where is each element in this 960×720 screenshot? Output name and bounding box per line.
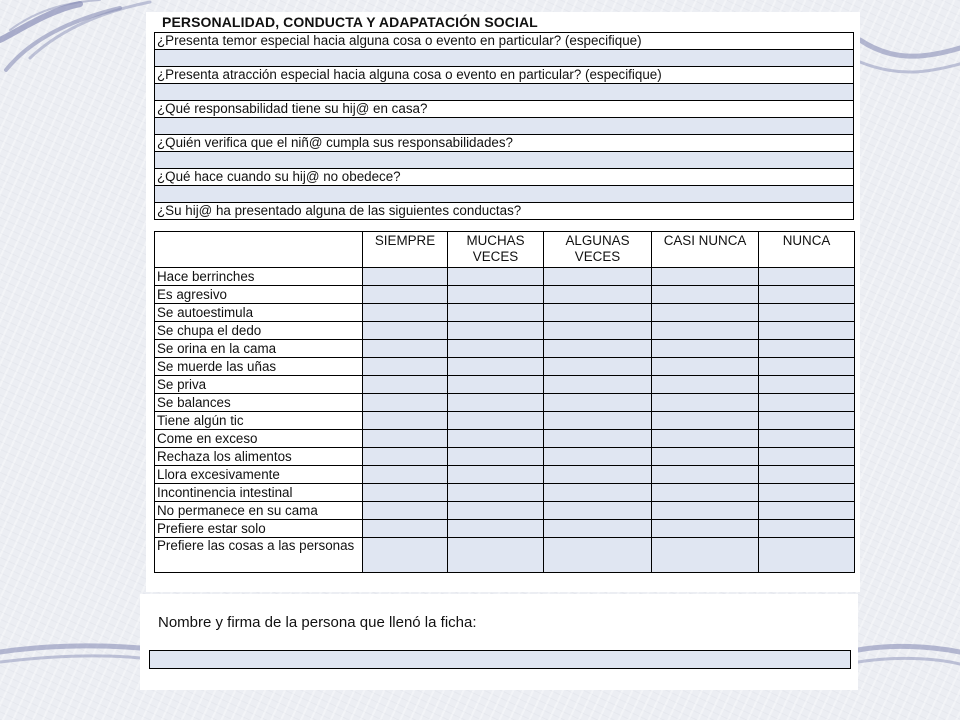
frequency-cell[interactable]	[759, 448, 855, 466]
behavior-row	[155, 304, 855, 322]
frequency-cell[interactable]	[544, 412, 652, 430]
frequency-cell[interactable]	[652, 322, 759, 340]
frequency-cell[interactable]	[759, 484, 855, 502]
frequency-cell[interactable]	[448, 412, 544, 430]
behavior-label: No permanece en su cama	[155, 502, 363, 520]
frequency-cell[interactable]	[652, 376, 759, 394]
column-header-siempre: SIEMPRE	[363, 232, 448, 268]
frequency-cell[interactable]	[363, 358, 448, 376]
behavior-label: Incontinencia intestinal	[155, 484, 363, 502]
frequency-cell[interactable]	[448, 466, 544, 484]
behavior-row	[155, 448, 855, 466]
behavior-row	[155, 358, 855, 376]
answer-field[interactable]	[155, 50, 854, 67]
question-row	[155, 33, 854, 50]
question-text: ¿Qué hace cuando su hij@ no obedece?	[155, 169, 854, 186]
frequency-cell[interactable]	[363, 322, 448, 340]
frequency-cell[interactable]	[363, 502, 448, 520]
frequency-cell[interactable]	[363, 304, 448, 322]
behavior-row	[155, 430, 855, 448]
frequency-cell[interactable]	[652, 484, 759, 502]
frequency-cell[interactable]	[544, 394, 652, 412]
frequency-cell[interactable]	[448, 520, 544, 538]
behavior-row	[155, 322, 855, 340]
frequency-cell[interactable]	[652, 502, 759, 520]
column-header-nunca: NUNCA	[759, 232, 855, 268]
frequency-cell[interactable]	[448, 358, 544, 376]
frequency-cell[interactable]	[544, 538, 652, 573]
frequency-cell[interactable]	[448, 304, 544, 322]
frequency-cell[interactable]	[544, 484, 652, 502]
frequency-cell[interactable]	[544, 268, 652, 286]
behavior-label: Rechaza los alimentos	[155, 448, 363, 466]
behavior-row	[155, 484, 855, 502]
form-sheet	[146, 12, 860, 592]
frequency-cell[interactable]	[363, 448, 448, 466]
question-row	[155, 67, 854, 84]
question-text: ¿Quién verifica que el niñ@ cumpla sus responsabilidades?	[155, 135, 854, 152]
frequency-cell[interactable]	[544, 376, 652, 394]
frequency-cell[interactable]	[363, 268, 448, 286]
behavior-label: Llora excesivamente	[155, 466, 363, 484]
column-header-algunas-veces: ALGUNAS VECES	[544, 232, 652, 268]
frequency-cell[interactable]	[363, 376, 448, 394]
frequency-cell[interactable]	[544, 340, 652, 358]
behavior-row	[155, 286, 855, 304]
question-text: ¿Qué responsabilidad tiene su hij@ en casa?	[155, 101, 854, 118]
frequency-cell[interactable]	[363, 484, 448, 502]
answer-row	[155, 84, 854, 101]
frequency-cell[interactable]	[652, 304, 759, 322]
frequency-cell[interactable]	[544, 304, 652, 322]
answer-row	[155, 152, 854, 169]
frequency-cell[interactable]	[759, 286, 855, 304]
behavior-header-blank	[155, 232, 363, 268]
frequency-cell[interactable]	[759, 520, 855, 538]
frequency-cell[interactable]	[544, 322, 652, 340]
signature-label: Nombre y firma de la persona que llenó la ficha:	[158, 614, 477, 631]
frequency-cell[interactable]	[448, 430, 544, 448]
frequency-cell[interactable]	[759, 538, 855, 573]
answer-row	[155, 186, 854, 203]
frequency-cell[interactable]	[759, 412, 855, 430]
question-text: ¿Presenta atracción especial hacia alguna cosa o evento en particular? (especifique)	[155, 67, 854, 84]
frequency-cell[interactable]	[544, 430, 652, 448]
frequency-cell[interactable]	[652, 394, 759, 412]
answer-field[interactable]	[155, 152, 854, 169]
frequency-cell[interactable]	[448, 394, 544, 412]
answer-field[interactable]	[155, 84, 854, 101]
frequency-cell[interactable]	[652, 358, 759, 376]
frequency-cell[interactable]	[652, 412, 759, 430]
behavior-label: Hace berrinches	[155, 268, 363, 286]
frequency-cell[interactable]	[448, 340, 544, 358]
question-row	[155, 101, 854, 118]
frequency-cell[interactable]	[652, 340, 759, 358]
behavior-label: Es agresivo	[155, 286, 363, 304]
behavior-label: Se muerde las uñas	[155, 358, 363, 376]
column-header-muchas-veces: MUCHAS VECES	[448, 232, 544, 268]
behavior-row	[155, 376, 855, 394]
frequency-cell[interactable]	[448, 484, 544, 502]
behavior-row	[155, 466, 855, 484]
behavior-row	[155, 412, 855, 430]
answer-row	[155, 118, 854, 135]
behavior-label: Se balances	[155, 394, 363, 412]
frequency-cell[interactable]	[363, 394, 448, 412]
behavior-row	[155, 520, 855, 538]
frequency-cell[interactable]	[448, 322, 544, 340]
signature-sheet	[140, 594, 858, 690]
behavior-row	[155, 394, 855, 412]
questions-table	[154, 32, 854, 220]
conducts-table	[154, 231, 855, 573]
frequency-cell[interactable]	[759, 322, 855, 340]
frequency-cell[interactable]	[759, 358, 855, 376]
frequency-cell[interactable]	[448, 448, 544, 466]
behavior-label: Tiene algún tic	[155, 412, 363, 430]
frequency-cell[interactable]	[363, 412, 448, 430]
frequency-cell[interactable]	[544, 520, 652, 538]
frequency-cell[interactable]	[652, 448, 759, 466]
behavior-row	[155, 268, 855, 286]
frequency-cell[interactable]	[448, 286, 544, 304]
question-row	[155, 169, 854, 186]
conducts-question-text: ¿Su hij@ ha presentado alguna de las siguientes conductas?	[155, 203, 854, 220]
behavior-row	[155, 538, 855, 573]
frequency-cell[interactable]	[448, 376, 544, 394]
frequency-cell[interactable]	[363, 430, 448, 448]
question-row	[155, 135, 854, 152]
frequency-cell[interactable]	[652, 286, 759, 304]
frequency-cell[interactable]	[363, 340, 448, 358]
behavior-label: Se chupa el dedo	[155, 322, 363, 340]
frequency-cell[interactable]	[759, 304, 855, 322]
frequency-cell[interactable]	[544, 448, 652, 466]
column-header-casi-nunca: CASI NUNCA	[652, 232, 759, 268]
frequency-cell[interactable]	[363, 520, 448, 538]
behavior-row	[155, 502, 855, 520]
frequency-cell[interactable]	[759, 376, 855, 394]
frequency-cell[interactable]	[759, 394, 855, 412]
conducts-question-row	[155, 203, 854, 220]
behavior-label: Se autoestimula	[155, 304, 363, 322]
behavior-label: Prefiere estar solo	[155, 520, 363, 538]
frequency-cell[interactable]	[759, 502, 855, 520]
frequency-cell[interactable]	[448, 538, 544, 573]
frequency-cell[interactable]	[363, 538, 448, 573]
frequency-cell[interactable]	[363, 286, 448, 304]
frequency-cell[interactable]	[544, 502, 652, 520]
frequency-cell[interactable]	[544, 358, 652, 376]
behavior-label: Prefiere las cosas a las personas	[155, 538, 363, 573]
behavior-row	[155, 340, 855, 358]
frequency-cell[interactable]	[759, 340, 855, 358]
signature-field[interactable]	[149, 650, 851, 669]
frequency-cell[interactable]	[652, 520, 759, 538]
answer-row	[155, 50, 854, 67]
answer-field[interactable]	[155, 118, 854, 135]
frequency-cell[interactable]	[544, 286, 652, 304]
frequency-cell[interactable]	[652, 538, 759, 573]
frequency-cell[interactable]	[448, 502, 544, 520]
behavior-label: Se priva	[155, 376, 363, 394]
frequency-cell[interactable]	[652, 268, 759, 286]
frequency-cell[interactable]	[759, 466, 855, 484]
section-title: PERSONALIDAD, CONDUCTA Y ADAPATACIÓN SOCIAL	[162, 14, 538, 30]
question-text: ¿Presenta temor especial hacia alguna cosa o evento en particular? (especifique)	[155, 33, 854, 50]
frequency-cell[interactable]	[652, 430, 759, 448]
frequency-cell[interactable]	[363, 466, 448, 484]
frequency-cell[interactable]	[759, 268, 855, 286]
frequency-cell[interactable]	[448, 268, 544, 286]
frequency-cell[interactable]	[544, 466, 652, 484]
behavior-label: Se orina en la cama	[155, 340, 363, 358]
behavior-label: Come en exceso	[155, 430, 363, 448]
answer-field[interactable]	[155, 186, 854, 203]
frequency-cell[interactable]	[652, 466, 759, 484]
frequency-cell[interactable]	[759, 430, 855, 448]
